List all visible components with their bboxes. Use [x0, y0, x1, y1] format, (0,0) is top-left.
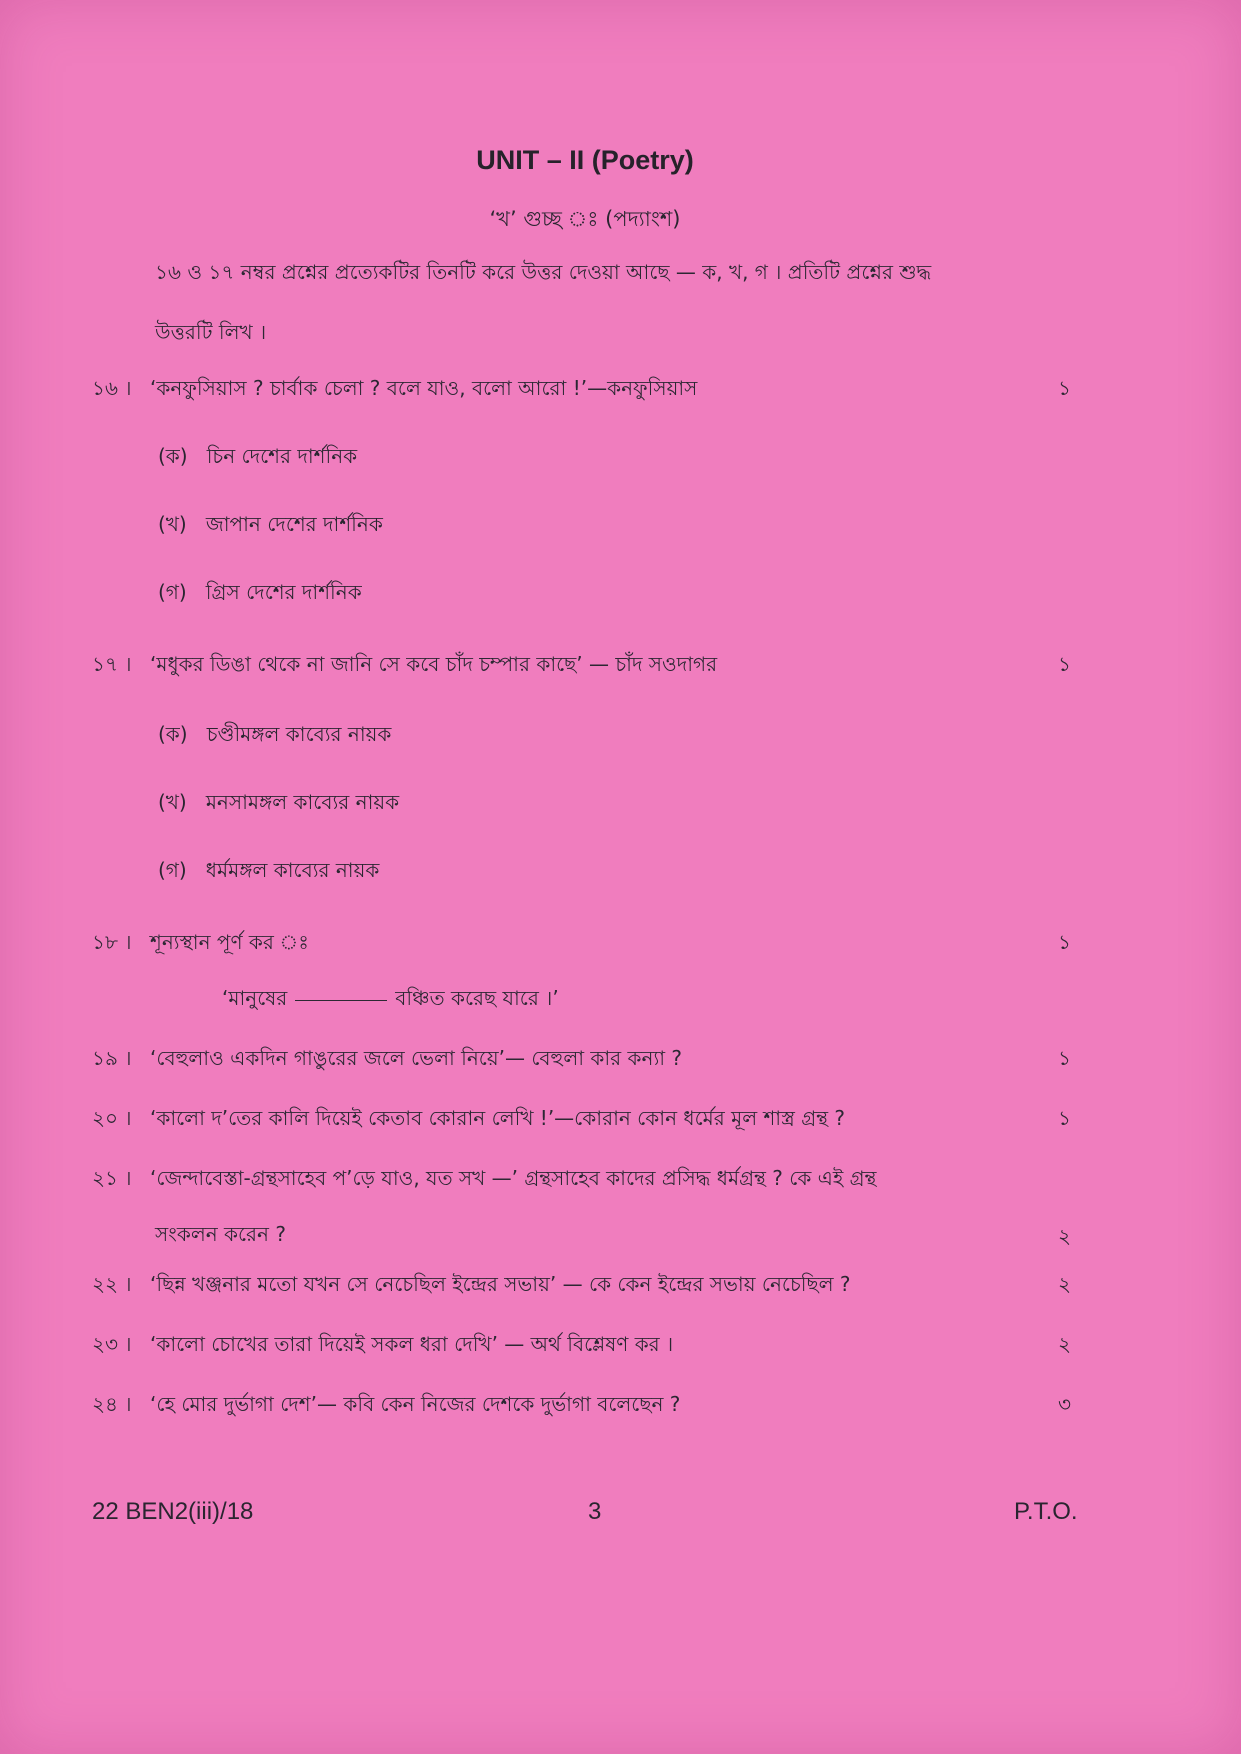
question-22-marks: ২	[1058, 1272, 1072, 1296]
option-label: (খ)	[158, 512, 187, 536]
option-text: চণ্ডীমঙ্গল কাব্যের নায়ক	[206, 722, 392, 746]
pto-label: P.T.O.	[1014, 1498, 1078, 1525]
unit-title: UNIT – II (Poetry)	[476, 145, 694, 175]
question-24-marks: ৩	[1058, 1392, 1072, 1416]
question-20-marks: ১	[1058, 1106, 1071, 1130]
question-19-marks: ১	[1058, 1046, 1071, 1070]
fill-in-blank	[295, 998, 387, 1001]
question-number: ২২ ।	[92, 1272, 132, 1296]
question-21	[92, 1164, 876, 1197]
q16-option-b	[158, 510, 383, 543]
option-text: ধর্মমঙ্গল কাব্যের নায়ক	[205, 858, 380, 882]
question-18-marks: ১	[1058, 930, 1071, 954]
instructions-line-1: ১৬ ও ১৭ নম্বর প্রশ্নের প্রত্যেকটির তিনটি করে উত্তর দেওয়া আছে — ক, খ, গ । প্রতিটি প্রশ্নের শুদ্ধ	[155, 260, 932, 284]
option-label: (গ)	[158, 858, 187, 882]
page-number: 3	[588, 1498, 602, 1525]
question-16-marks: ১	[1058, 376, 1071, 400]
option-label: (গ)	[158, 580, 187, 604]
q17-option-a	[158, 720, 391, 753]
fill-in-start: ‘মানুষের	[222, 986, 288, 1010]
fill-in-end: বঞ্চিত করেছ যারে ।’	[395, 986, 559, 1010]
question-22	[92, 1270, 850, 1303]
question-text: ‘ছিন্ন খঞ্জনার মতো যখন সে নেচেছিল ইন্দ্রের সভায়’ — কে কেন ইন্দ্রের সভায় নেচেছিল ?	[150, 1272, 851, 1296]
question-text: ‘মধুকর ডিঙা থেকে না জানি সে কবে চাঁদ চম্পার কাছে’ — চাঁদ সওদাগর	[150, 652, 718, 676]
question-17-marks: ১	[1058, 652, 1071, 676]
question-23-marks: ২	[1058, 1332, 1072, 1356]
question-21-marks: ২	[1058, 1224, 1072, 1248]
question-text: ‘বেহুলাও একদিন গাঙুরের জলে ভেলা নিয়ে’— বেহুলা কার কন্যা ?	[150, 1046, 683, 1070]
question-text: ‘হে মোর দুর্ভাগা দেশ’— কবি কেন নিজের দেশকে দুর্ভাগা বলেছেন ?	[150, 1392, 681, 1416]
question-23	[92, 1330, 673, 1363]
option-label: (ক)	[158, 722, 188, 746]
question-20	[92, 1104, 845, 1137]
option-text: মনসামঙ্গল কাব্যের নায়ক	[205, 790, 400, 814]
question-number: ১৮ ।	[92, 930, 132, 954]
question-16	[92, 374, 697, 407]
paper-code: 22 BEN2(iii)/18	[92, 1498, 254, 1525]
question-number: ২১ ।	[92, 1166, 132, 1190]
question-number: ২৩ ।	[92, 1332, 132, 1356]
question-number: ১৬ ।	[92, 376, 132, 400]
instructions-line-2: উত্তরটি লিখ ।	[155, 320, 267, 344]
option-text: জাপান দেশের দার্শনিক	[205, 512, 383, 536]
question-text: ‘কালো দ’তের কালি দিয়েই কেতাব কোরান লেখি !’—কোরান কোন ধর্মের মূল শাস্ত্র গ্রন্থ ?	[150, 1106, 845, 1130]
q16-option-a	[158, 442, 357, 475]
q17-option-c	[158, 856, 379, 889]
question-number: ১৭ ।	[92, 652, 132, 676]
q17-option-b	[158, 788, 399, 821]
fill-in-line	[222, 984, 559, 1017]
question-19	[92, 1044, 682, 1077]
option-text: চিন দেশের দার্শনিক	[206, 444, 358, 468]
question-24	[92, 1390, 680, 1423]
question-number: ২০ ।	[92, 1106, 132, 1130]
question-text: ‘জেন্দাবেস্তা-গ্রন্থসাহেব প’ড়ে যাও, যত সখ —’ গ্রন্থসাহেব কাদের প্রসিদ্ধ ধর্মগ্রন্থ ? কে এই গ্রন্থ	[150, 1166, 877, 1190]
section-subtitle: ‘খ’ গুচ্ছ ঃ (পদ্যাংশ)	[489, 207, 681, 231]
question-text: শূন্যস্থান পূর্ণ কর ঃ	[150, 930, 309, 954]
q16-option-c	[158, 578, 362, 611]
question-text: ‘কালো চোখের তারা দিয়েই সকল ধরা দেখি’ — অর্থ বিশ্লেষণ কর ।	[150, 1332, 674, 1356]
question-number: ২৪ ।	[92, 1392, 132, 1416]
question-21-continued: সংকলন করেন ?	[155, 1222, 286, 1246]
option-label: (খ)	[158, 790, 187, 814]
question-18	[92, 928, 309, 961]
question-17	[92, 650, 717, 683]
option-label: (ক)	[158, 444, 188, 468]
question-number: ১৯ ।	[92, 1046, 132, 1070]
question-text: ‘কনফুসিয়াস ? চার্বাক চেলা ? বলে যাও, বলো আরো !’—কনফুসিয়াস	[150, 376, 698, 400]
option-text: গ্রিস দেশের দার্শনিক	[205, 580, 362, 604]
